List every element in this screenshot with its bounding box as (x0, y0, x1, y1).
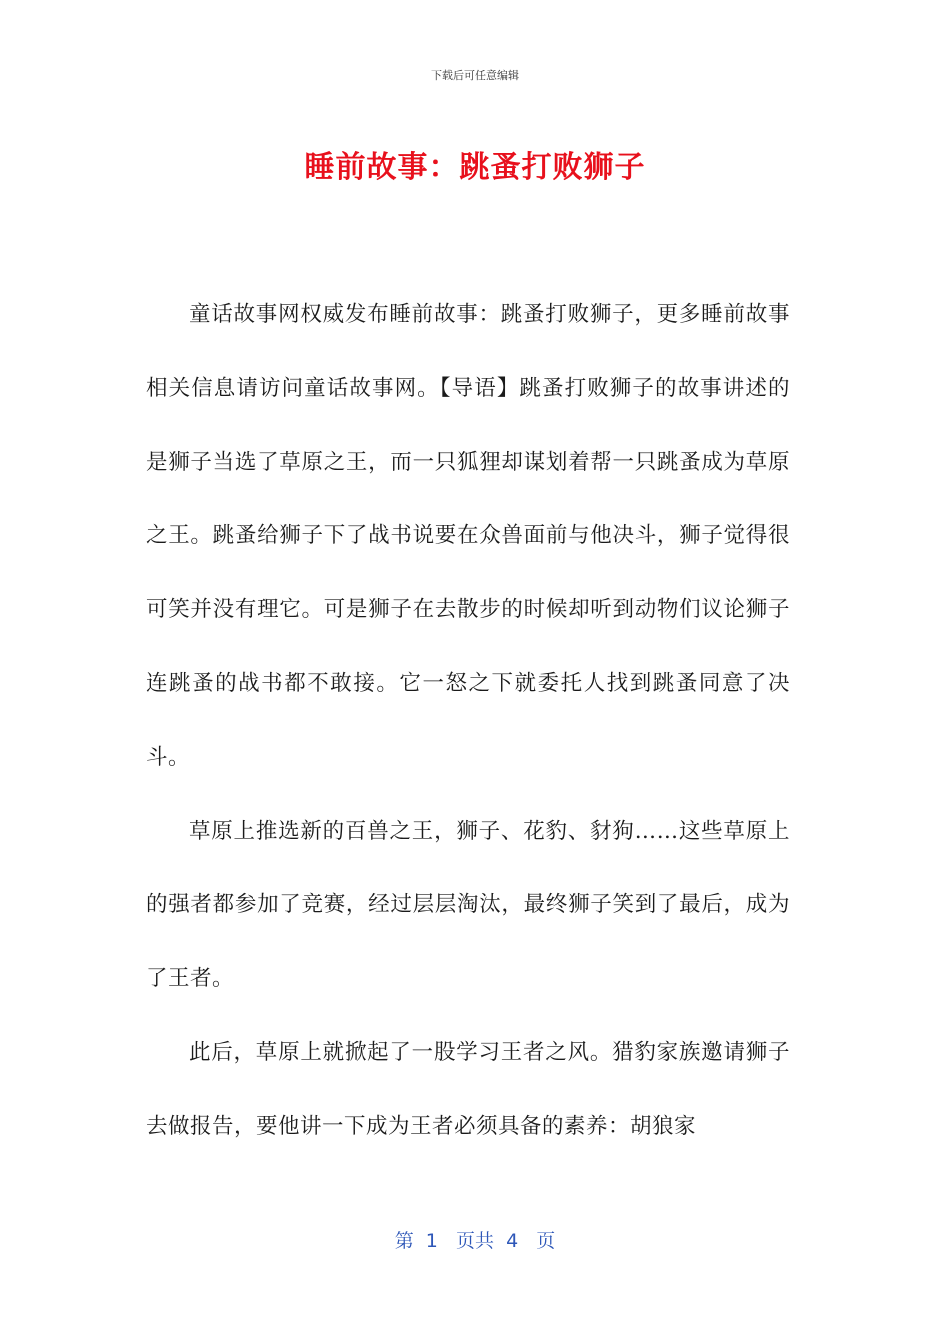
paragraph: 此后，草原上就掀起了一股学习王者之风。猎豹家族邀请狮子去做报告，要他讲一下成为王者必须具备的素养：胡狼家 (146, 1039, 790, 1139)
header-note: 下载后可任意编辑 (431, 69, 519, 82)
page-number-footer: 第 1 页共 4 页 (394, 1230, 556, 1252)
document-body (146, 278, 790, 1164)
paragraph: 草原上推选新的百兽之王，狮子、花豹、豺狗……这些草原上的强者都参加了竞赛，经过层层淘汰，最终狮子笑到了最后，成为了王者。 (146, 818, 790, 992)
paragraph: 童话故事网权威发布睡前故事：跳蚤打败狮子，更多睡前故事相关信息请访问童话故事网。【导语】跳蚤打败狮子的故事讲述的是狮子当选了草原之王，而一只狐狸却谋划着帮一只跳蚤成为草原之王。跳蚤给狮子下了战书说要在众兽面前与他决斗，狮子觉得很可笑并没有理它。可是狮子在去散步的时候却听到动物们议论狮子连跳蚤的战书都不敢接。它一怒之下就委托人找到跳蚤同意了决斗。 (146, 302, 790, 770)
document-title: 睡前故事：跳蚤打败狮子 (304, 150, 646, 185)
